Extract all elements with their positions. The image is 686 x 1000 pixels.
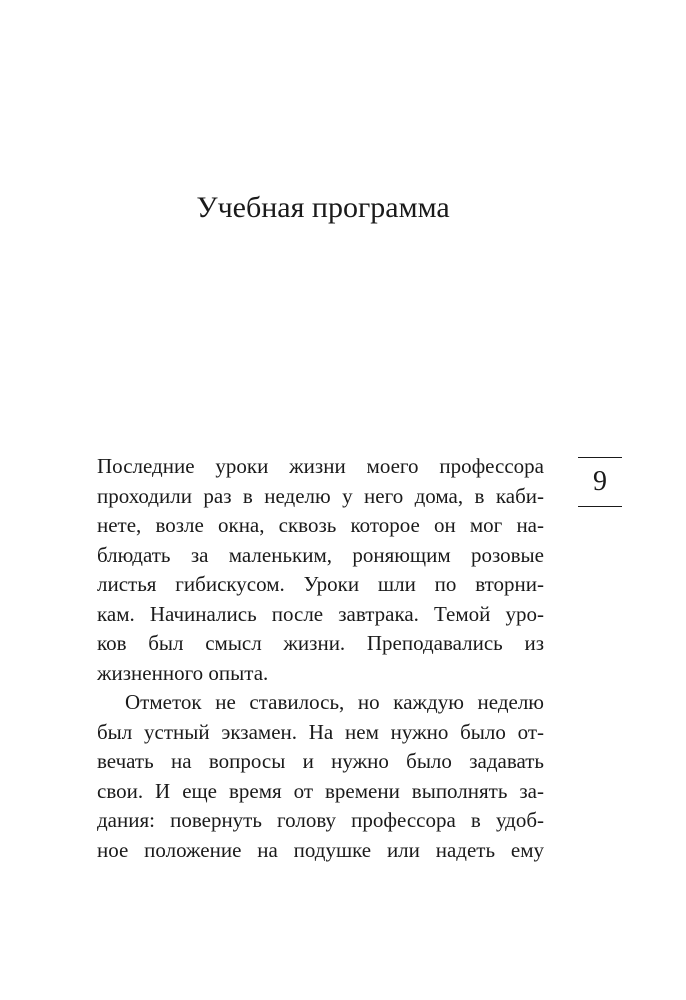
text-line: ное положение на подушке или надеть ему bbox=[97, 837, 544, 862]
text-line: жизненного опыта. bbox=[97, 660, 269, 685]
text-line: листья гибискусом. Уроки шли по вторни- bbox=[97, 572, 544, 596]
text-line: дания: повернуть голову профессора в удоб- bbox=[97, 808, 544, 832]
text-line: нете, возле окна, сквозь которое он мог на- bbox=[97, 513, 544, 537]
page-number-top-rule bbox=[578, 457, 622, 458]
text-line: свои. И еще время от времени выполнять за- bbox=[97, 778, 544, 803]
text-line: ков был смысл жизни. Преподавались из bbox=[97, 631, 544, 655]
text-line: вечать на вопросы и нужно было задавать bbox=[97, 749, 544, 773]
text-line: проходили раз в неделю у него дома, в каби- bbox=[97, 483, 544, 508]
text-line: Отметок не ставилось, но каждую неделю bbox=[125, 690, 544, 714]
page-number-bottom-rule bbox=[578, 506, 622, 507]
body-text bbox=[97, 452, 544, 865]
text-line: кам. Начинались после завтрака. Темой уро- bbox=[97, 601, 544, 626]
text-line: блюдать за маленьким, роняющим розовые bbox=[97, 542, 544, 567]
page-number-marker bbox=[578, 457, 622, 508]
chapter-title: Учебная программа bbox=[196, 191, 450, 224]
text-line: Последние уроки жизни моего профессора bbox=[97, 454, 544, 478]
page-number: 9 bbox=[593, 466, 607, 497]
text-line: был устный экзамен. На нем нужно было от- bbox=[97, 719, 544, 744]
